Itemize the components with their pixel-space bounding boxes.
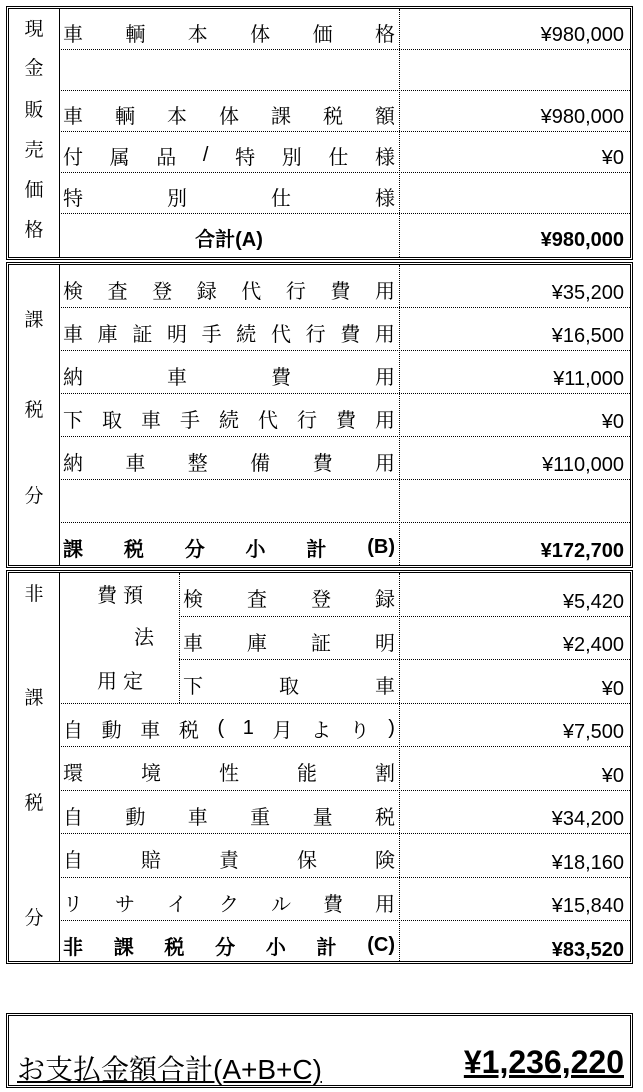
row-label: [63, 447, 395, 476]
label-char: 車: [187, 806, 208, 829]
label-char: 様: [375, 188, 395, 210]
label-char: 整: [187, 453, 208, 475]
deposit-label: 費預: [97, 585, 149, 607]
category-char: 格: [24, 220, 44, 241]
deposit-label: 法: [134, 627, 160, 649]
label-char: 代: [241, 281, 262, 303]
row-value: ¥5,420: [562, 590, 624, 613]
label-char: 格: [374, 24, 395, 46]
row-label: [63, 182, 395, 211]
row-value: ¥0: [601, 411, 624, 433]
row-value: ¥18,160: [551, 851, 624, 874]
label-char: 分: [184, 539, 205, 561]
label-char: 車: [63, 106, 83, 128]
label-char: 仕: [328, 147, 349, 169]
label-char: 価: [312, 24, 333, 46]
label-char: 車: [141, 410, 161, 432]
label-char: 車: [183, 632, 203, 655]
label-char: 賠: [141, 850, 161, 872]
label-char: /: [202, 144, 209, 166]
label-char: 用: [374, 453, 395, 475]
label-char: 費: [336, 410, 356, 432]
grand-total-box: [6, 1013, 633, 1088]
row-label: 合計(A): [195, 229, 263, 251]
label-char: 税: [374, 806, 395, 829]
row-label: [63, 714, 395, 743]
row-label: [183, 670, 395, 699]
row-label: [63, 801, 395, 830]
row-value: ¥0: [601, 677, 624, 700]
label-char: リ: [63, 893, 83, 916]
label-char: 小: [265, 937, 286, 959]
label-char: 性: [219, 763, 239, 785]
label-char: 用: [374, 324, 395, 346]
category-char: 課: [24, 310, 44, 331]
label-char: 登: [152, 281, 173, 303]
row-label: [63, 404, 395, 433]
row-value: ¥2,400: [562, 634, 624, 656]
label-char: り: [349, 719, 370, 742]
non-taxable-section: [6, 570, 633, 964]
label-char: 録: [196, 281, 217, 303]
label-char: 納: [63, 453, 83, 475]
label-char: 1: [242, 716, 254, 739]
label-char: 用: [375, 893, 395, 916]
label-char: 代: [270, 324, 291, 346]
label-char: 下: [63, 410, 83, 432]
table-row: [59, 480, 630, 523]
label-char: 輌: [125, 24, 146, 46]
label-char: (B): [367, 536, 395, 558]
label-char: 額: [375, 106, 395, 128]
label-char: 本: [187, 24, 208, 46]
label-char: ): [388, 716, 395, 739]
label-char: 責: [219, 850, 239, 872]
label-char: 用: [374, 281, 395, 303]
label-char: 続: [219, 410, 239, 432]
label-char: 割: [375, 763, 395, 785]
row-value: ¥980,000: [540, 24, 624, 46]
label-char: 証: [311, 632, 331, 655]
taxable-section: [6, 262, 633, 568]
category-char: 売: [24, 140, 44, 161]
label-char: 体: [219, 106, 239, 128]
grand-total-label: お支払金額合計(A+B+C): [17, 1054, 322, 1085]
category-char: 課: [24, 688, 44, 709]
category-char: 分: [24, 486, 44, 507]
label-char: 行: [305, 324, 326, 346]
row-label: [63, 100, 395, 129]
label-char: 車: [375, 676, 395, 698]
label-char: 代: [258, 410, 278, 432]
label-char: 量: [312, 806, 333, 829]
cash-price-section: [6, 6, 633, 260]
row-value: ¥172,700: [540, 540, 624, 562]
row-label: [63, 18, 395, 47]
category-char: 販: [24, 100, 44, 121]
label-char: 行: [285, 281, 306, 303]
table-row: [59, 50, 630, 91]
label-char: 様: [374, 147, 395, 169]
label-char: 保: [297, 850, 317, 872]
label-char: 仕: [271, 188, 291, 210]
label-char: 費: [330, 281, 351, 303]
label-char: 登: [311, 589, 331, 611]
row-value: ¥15,840: [551, 895, 624, 917]
row-label: [63, 361, 395, 390]
label-char: 体: [250, 24, 271, 46]
category-char: 分: [24, 908, 44, 929]
row-label: [63, 141, 395, 170]
row-value: ¥980,000: [540, 106, 624, 128]
category-char: 非: [24, 584, 44, 605]
label-char: 険: [375, 850, 395, 872]
deposit-divider: [179, 573, 180, 703]
row-value: ¥83,520: [551, 938, 624, 961]
label-char: 検: [63, 281, 83, 303]
row-label: [63, 931, 395, 960]
label-char: 課: [271, 106, 291, 128]
label-char: 取: [279, 676, 299, 698]
row-value: ¥0: [601, 764, 624, 787]
label-char: 計: [316, 937, 337, 959]
label-char: 検: [183, 589, 203, 611]
label-char: 動: [101, 719, 122, 742]
row-value: ¥11,000: [553, 368, 624, 390]
label-char: 用: [375, 367, 395, 389]
label-char: 車: [125, 453, 146, 475]
deposit-label: 用定: [97, 671, 149, 693]
label-char: 課: [113, 937, 134, 959]
label-char: 輌: [115, 106, 135, 128]
label-char: 費: [271, 367, 291, 389]
category-char: 価: [24, 180, 44, 201]
label-char: 課: [63, 539, 83, 561]
category-char: 金: [24, 58, 44, 79]
label-char: サ: [115, 893, 135, 916]
label-char: 明: [166, 324, 187, 346]
label-char: 特: [63, 188, 83, 210]
row-label: [63, 844, 395, 873]
label-char: 費: [312, 453, 333, 475]
row-value: ¥34,200: [551, 808, 624, 830]
label-char: 分: [215, 937, 236, 959]
grand-total-value: ¥1,236,220: [463, 1044, 624, 1080]
label-char: 税: [178, 719, 199, 742]
row-value: ¥16,500: [551, 325, 624, 347]
category-char: 税: [24, 793, 44, 814]
label-char: 下: [183, 676, 203, 698]
label-char: 続: [236, 324, 257, 346]
label-char: 車: [140, 719, 161, 742]
row-value: ¥0: [601, 147, 624, 169]
label-char: 行: [297, 410, 317, 432]
label-char: (C): [367, 934, 395, 956]
row-label: [63, 888, 395, 917]
label-char: 境: [141, 763, 161, 785]
label-char: 月: [272, 719, 293, 742]
row-value: ¥980,000: [540, 229, 624, 251]
label-char: 能: [297, 763, 317, 785]
label-char: 環: [63, 763, 83, 785]
label-char: よ: [311, 719, 332, 742]
label-char: 費: [340, 324, 361, 346]
row-value: ¥7,500: [562, 721, 624, 743]
label-char: 計: [306, 539, 327, 561]
row-label: [63, 757, 395, 786]
label-char: 別: [281, 147, 302, 169]
category-char: 現: [24, 19, 44, 40]
row-label: [63, 275, 395, 304]
label-char: ク: [219, 893, 239, 916]
row-label: [183, 583, 395, 612]
label-char: 備: [250, 453, 271, 475]
label-char: 証: [132, 324, 153, 346]
label-char: ル: [271, 893, 291, 916]
label-char: 録: [375, 589, 395, 611]
label-char: 小: [245, 539, 266, 561]
row-label: [183, 627, 395, 656]
label-char: 本: [167, 106, 187, 128]
label-char: 用: [375, 410, 395, 432]
label-char: 自: [63, 806, 83, 829]
label-char: 品: [156, 147, 177, 169]
label-char: 非: [63, 937, 83, 959]
row-value: ¥110,000: [542, 454, 624, 476]
label-char: 手: [180, 410, 200, 432]
label-char: 車: [167, 367, 187, 389]
label-char: 重: [250, 806, 271, 829]
label-char: 庫: [97, 324, 118, 346]
row-label: [63, 533, 395, 562]
label-char: イ: [167, 893, 187, 916]
label-char: 付: [63, 147, 83, 169]
row-label: [63, 318, 395, 347]
label-char: 属: [109, 147, 130, 169]
label-char: 庫: [247, 632, 267, 655]
label-char: 査: [107, 281, 128, 303]
label-char: 自: [63, 850, 83, 872]
label-char: 特: [235, 147, 256, 169]
label-char: 車: [63, 24, 83, 46]
label-char: 車: [63, 324, 83, 346]
label-char: 税: [164, 937, 185, 959]
label-char: 明: [375, 632, 395, 655]
label-char: 費: [323, 893, 343, 916]
label-char: (: [217, 716, 225, 739]
label-char: 手: [201, 324, 222, 346]
label-char: 取: [102, 410, 122, 432]
label-char: 動: [125, 806, 146, 829]
label-char: 税: [323, 106, 343, 128]
label-char: 納: [63, 367, 83, 389]
label-char: 査: [247, 589, 267, 611]
category-char: 税: [24, 400, 44, 421]
label-char: 別: [167, 188, 187, 210]
label-char: 税: [123, 539, 144, 561]
label-char: 自: [63, 719, 83, 742]
row-value: ¥35,200: [551, 282, 624, 304]
